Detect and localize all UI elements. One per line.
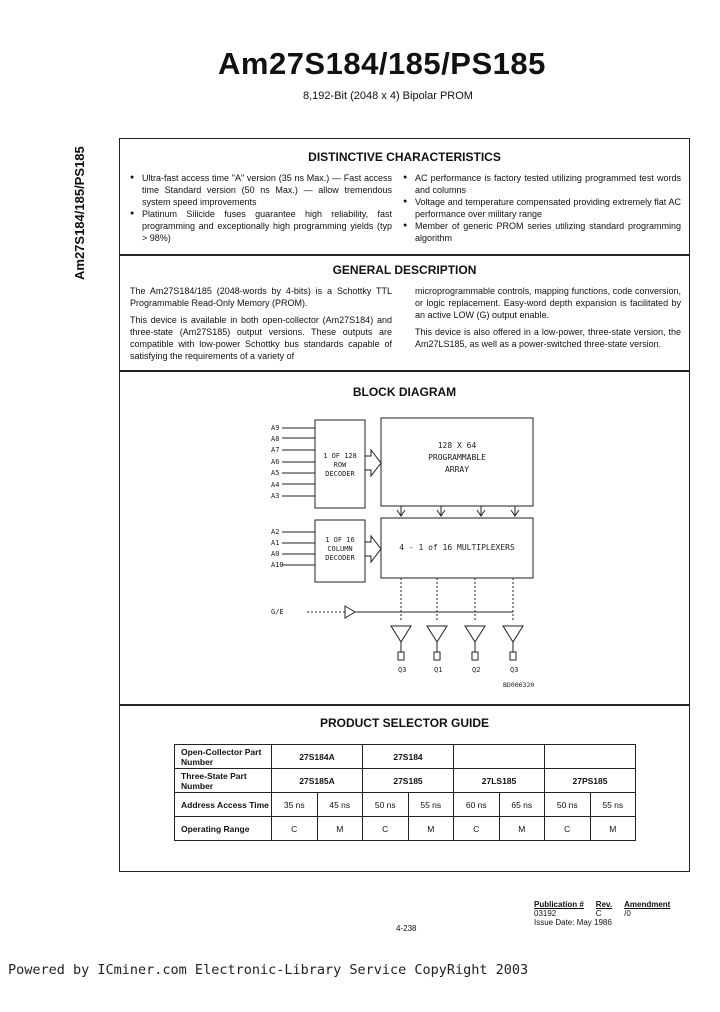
general-right-text	[415, 285, 681, 355]
output-label: Q1	[434, 666, 443, 674]
input-label: A7	[271, 446, 280, 454]
input-label: A3	[271, 492, 280, 500]
row-header: Address Access Time	[175, 793, 272, 817]
table-cell: 55 ns	[590, 793, 636, 817]
divider	[119, 370, 690, 372]
table-cell: 50 ns	[545, 793, 591, 817]
distinctive-left-list	[130, 172, 392, 244]
table-cell: 27S185	[363, 769, 454, 793]
input-label: A8	[271, 435, 280, 443]
table-cell: 55 ns	[408, 793, 454, 817]
distinctive-title: DISTINCTIVE CHARACTERISTICS	[308, 150, 501, 164]
table-cell: 50 ns	[363, 793, 409, 817]
row-header: Open-Collector Part Number	[175, 745, 272, 769]
array-label: ARRAY	[444, 465, 470, 474]
input-label: A5	[271, 469, 280, 477]
array-box	[381, 418, 533, 506]
list-item: ● Platinum Silicide fuses guarantee high reliability, fast programming and exceptionally high programming yields (typ > 98%)	[130, 208, 392, 244]
table-row	[175, 769, 636, 793]
paragraph: microprogrammable controls, mapping functions, code conversion, or logic replacement. Easy-word depth expansion is facilitated by an active LOW (G) output enable.	[415, 286, 681, 320]
list-item: ● Member of generic PROM series utilizing standard programming algorithm	[403, 220, 681, 244]
table-row	[528, 918, 676, 927]
table-cell: 27S185A	[272, 769, 363, 793]
selector-table	[174, 744, 636, 841]
array-label: PROGRAMMABLE	[428, 453, 486, 462]
input-label: A0	[271, 550, 280, 558]
selector-title: PRODUCT SELECTOR GUIDE	[319, 716, 490, 730]
table-cell: 27S184	[363, 745, 454, 769]
table-cell: M	[499, 817, 545, 841]
enable-label: G/E	[271, 608, 284, 616]
table-cell: M	[317, 817, 363, 841]
input-label: A10	[271, 561, 284, 569]
table-row	[175, 793, 636, 817]
pub-value: C	[595, 909, 602, 918]
paragraph: This device is also offered in a low-power, three-state version, the Am27LS185, as well as a power-switched three-state version.	[415, 327, 681, 349]
table-row	[528, 909, 676, 918]
list-item: ● Voltage and temperature compensated providing extremely flat AC performance over military range	[403, 196, 681, 220]
block-diagram	[119, 400, 690, 700]
paragraph: This device is available in both open-collector (Am27S184) and three-state (Am27S185) output versions. These outputs are compatible with low-power Schottky bus standards capable of satisfying the requirements of a variety of	[130, 315, 392, 361]
mux-label: 4 - 1 of 16 MULTIPLEXERS	[399, 543, 515, 552]
page-number: 4-238	[396, 924, 417, 933]
distinctive-right-list	[403, 172, 681, 244]
publication-info	[528, 900, 676, 927]
page-title: Am27S184/185/PS185	[218, 46, 546, 81]
paragraph: The Am27S184/185 (2048-words by 4-bits) is a Schottky TTL Programmable Read-Only Memory (PROM).	[130, 286, 392, 308]
col-decoder-label: 1 OF 16	[325, 536, 355, 544]
table-cell: C	[545, 817, 591, 841]
list-item: ● AC performance is factory tested utilizing programmed test words and columns	[403, 172, 681, 196]
input-label: A1	[271, 539, 280, 547]
row-header: Three-State Part Number	[175, 769, 272, 793]
row-decoder-label: ROW	[333, 461, 347, 469]
divider	[119, 254, 690, 256]
table-cell: 45 ns	[317, 793, 363, 817]
page-subtitle: 8,192-Bit (2048 x 4) Bipolar PROM	[303, 90, 473, 102]
row-decoder-label: DECODER	[325, 470, 355, 478]
pub-header: Rev.	[595, 900, 613, 909]
table-cell: 35 ns	[272, 793, 318, 817]
table-cell: 27PS185	[545, 769, 636, 793]
input-label: A4	[271, 481, 280, 489]
pub-header: Publication #	[534, 900, 584, 909]
pub-value: 03192	[534, 909, 557, 918]
pub-header: Amendment	[624, 900, 671, 909]
table-cell	[454, 745, 545, 769]
col-decoder-label: DECODER	[325, 554, 355, 562]
list-item: ● Ultra-fast access time "A" version (35 ns Max.) — Fast access time Standard version (50 ns Max.) — allow tremendous system speed improvements	[130, 172, 392, 208]
side-part-label: Am27S184/185/PS185	[72, 146, 87, 280]
divider	[119, 704, 690, 706]
table-cell: C	[272, 817, 318, 841]
table-cell: 60 ns	[454, 793, 500, 817]
table-cell: 27S184A	[272, 745, 363, 769]
table-row	[528, 900, 676, 909]
array-label: 128 X 64	[437, 441, 477, 450]
output-label: Q3	[510, 666, 519, 674]
output-label: Q2	[472, 666, 481, 674]
block-diagram-title: BLOCK DIAGRAM	[352, 385, 457, 399]
row-decoder-label: 1 OF 128	[323, 452, 357, 460]
table-cell: M	[590, 817, 636, 841]
input-label: A9	[271, 424, 280, 432]
diagram-code: BD006320	[503, 681, 535, 689]
table-cell: 27LS185	[454, 769, 545, 793]
output-label: Q3	[398, 666, 407, 674]
table-cell: M	[408, 817, 454, 841]
table-cell	[545, 745, 636, 769]
table-cell: 65 ns	[499, 793, 545, 817]
input-label: A2	[271, 528, 280, 536]
issue-date: Issue Date: May 1986	[534, 918, 612, 927]
general-left-text	[130, 285, 392, 367]
footer-credit: Powered by ICminer.com Electronic-Library Service CopyRight 2003	[8, 962, 529, 978]
table-cell: C	[363, 817, 409, 841]
table-cell: C	[454, 817, 500, 841]
general-title: GENERAL DESCRIPTION	[332, 263, 477, 277]
pub-value: /0	[624, 909, 631, 918]
table-row	[175, 745, 636, 769]
input-label: A6	[271, 458, 280, 466]
table-row	[175, 817, 636, 841]
col-decoder-label: COLUMN	[327, 545, 353, 553]
row-header: Operating Range	[175, 817, 272, 841]
